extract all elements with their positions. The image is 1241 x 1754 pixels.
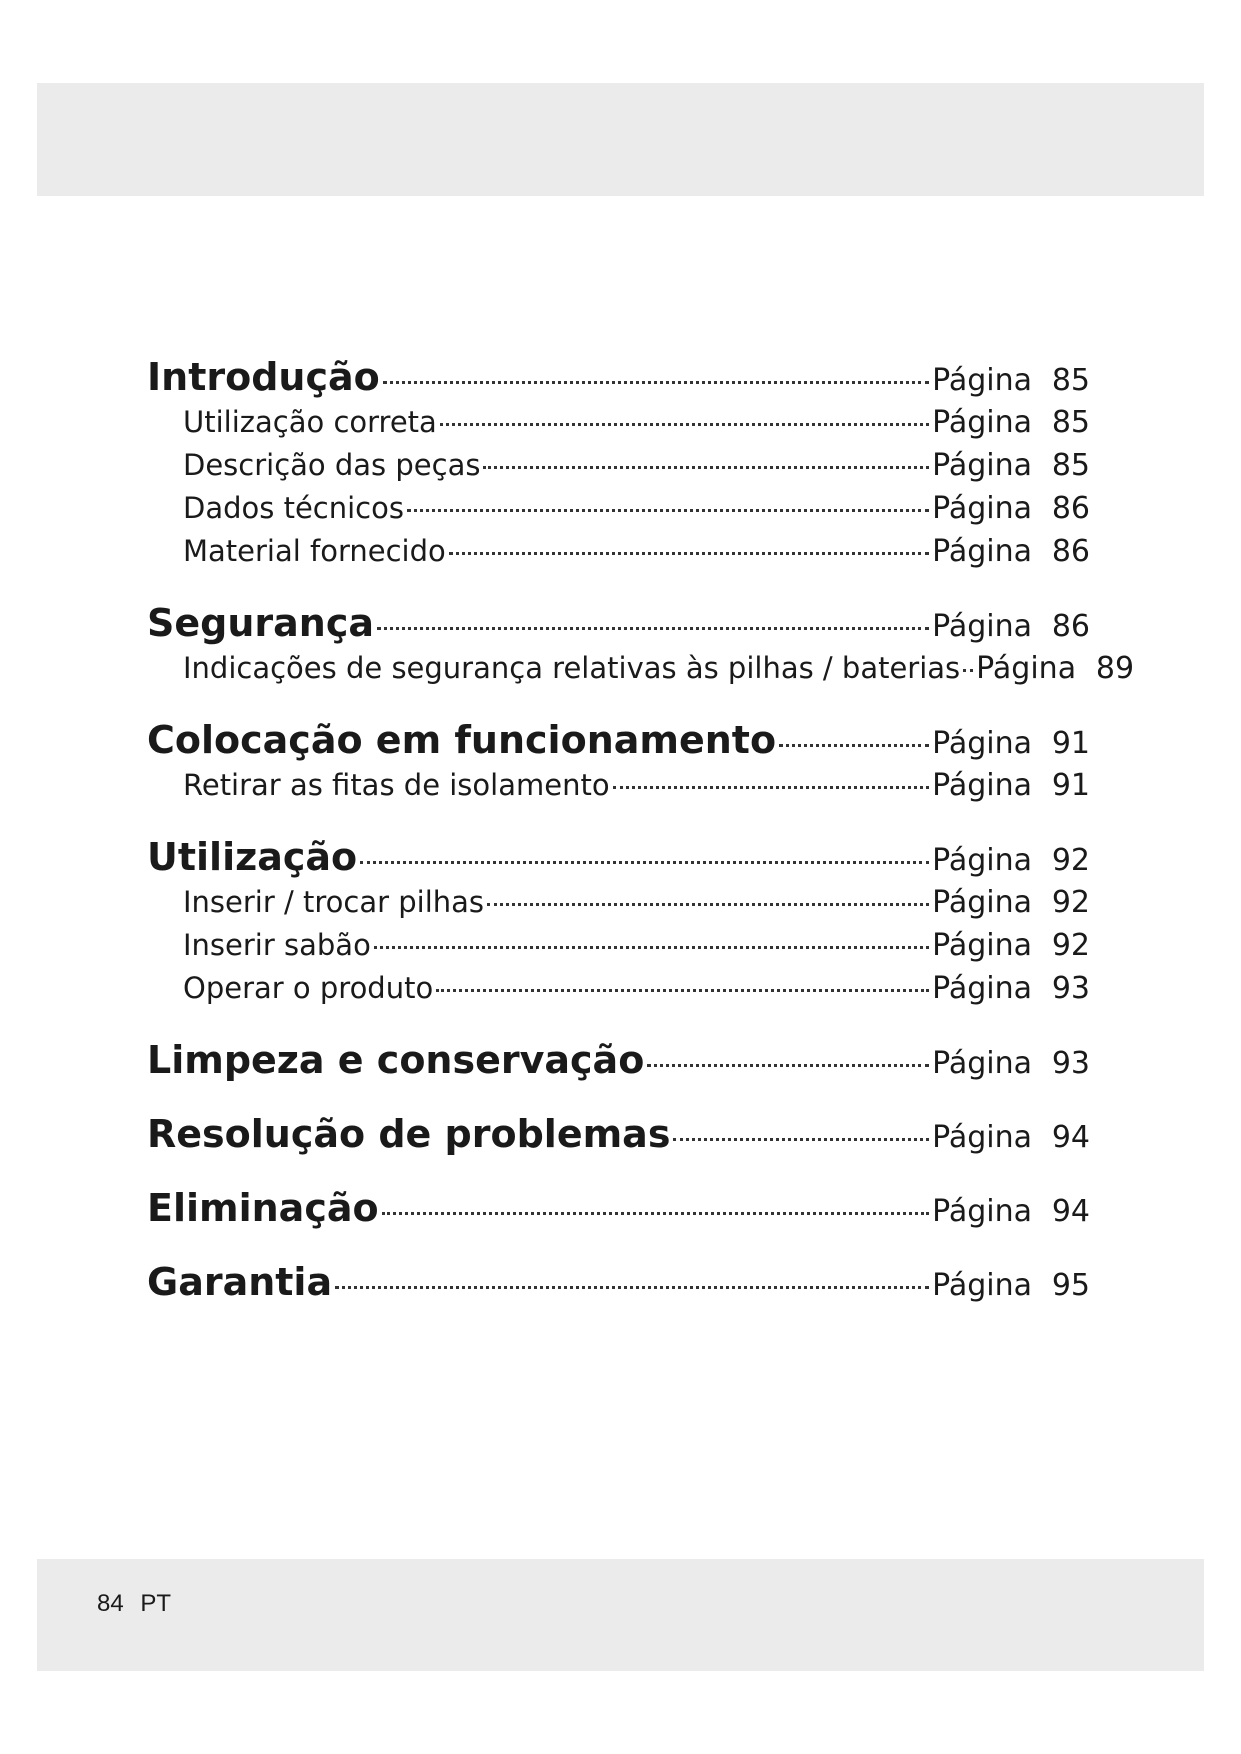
footer-band [37, 1559, 1204, 1671]
page-number-ref: 93 [1051, 1046, 1090, 1081]
toc-section [147, 1112, 1090, 1162]
page-reference [932, 1268, 1090, 1303]
toc-section-entry[interactable] [147, 1038, 1090, 1088]
toc-section-entry[interactable] [147, 835, 1090, 885]
section-title: Limpeza e conservação [147, 1038, 645, 1082]
section-title: Utilização [147, 835, 358, 879]
page-label: Página [932, 1046, 1032, 1081]
subsection-title: Retirar as fitas de isolamento [183, 768, 610, 802]
toc-section-entry[interactable] [147, 718, 1090, 768]
page-reference [932, 885, 1090, 920]
page-label: Página [932, 885, 1032, 920]
toc-section [147, 1186, 1090, 1236]
page-reference [932, 448, 1090, 483]
toc-subentry[interactable] [147, 651, 1135, 694]
dot-leader [449, 552, 929, 555]
toc-section [147, 601, 1135, 694]
dot-leader [647, 1064, 929, 1067]
dot-leader [487, 903, 929, 906]
dot-leader [374, 946, 929, 949]
page-label: Página [932, 534, 1032, 569]
page-number-ref: 94 [1051, 1194, 1090, 1229]
subsection-title: Operar o produto [183, 971, 434, 1005]
dot-leader [382, 1212, 929, 1215]
subsection-title: Material fornecido [183, 534, 446, 568]
dot-leader [779, 744, 929, 747]
page-reference [932, 1046, 1090, 1081]
subsection-title: Utilização correta [183, 405, 437, 439]
page-label: Página [932, 1194, 1032, 1229]
toc-section [147, 718, 1090, 811]
page-number-ref: 92 [1051, 843, 1090, 878]
page-label: Página [932, 1268, 1032, 1303]
section-title: Colocação em funcionamento [147, 718, 777, 762]
page-label: Página [932, 609, 1032, 644]
dot-leader [613, 786, 930, 789]
page-label: Página [976, 651, 1077, 686]
section-title: Resolução de problemas [147, 1112, 671, 1156]
page-number-ref: 85 [1051, 448, 1090, 483]
toc-subentry[interactable] [147, 534, 1090, 577]
dot-leader [963, 669, 973, 672]
page-reference [932, 928, 1090, 963]
header-band [37, 83, 1204, 196]
toc-section [147, 835, 1090, 1014]
subsection-title: Indicações de segurança relativas às pilhas / baterias [183, 651, 961, 685]
page-label: Página [932, 726, 1032, 761]
page-reference [932, 534, 1090, 569]
toc-section-entry[interactable] [147, 355, 1090, 405]
page-label: Página [932, 928, 1032, 963]
page-reference [932, 726, 1090, 761]
toc-subentry[interactable] [147, 885, 1090, 928]
dot-leader [440, 423, 929, 426]
dot-leader [436, 989, 929, 992]
page-label: Página [932, 843, 1032, 878]
page-reference [932, 405, 1090, 440]
page-reference [932, 1194, 1090, 1229]
page-label: Página [932, 448, 1032, 483]
toc-section-entry[interactable] [147, 601, 1090, 651]
page-number-ref: 86 [1051, 534, 1090, 569]
subsection-title: Descrição das peças [183, 448, 481, 482]
page-label: Página [932, 491, 1032, 526]
dot-leader [673, 1138, 929, 1141]
toc-section-entry[interactable] [147, 1186, 1090, 1236]
toc-subentry[interactable] [147, 928, 1090, 971]
page-reference [932, 363, 1090, 398]
page-number-ref: 92 [1051, 885, 1090, 920]
toc-section-entry[interactable] [147, 1260, 1090, 1310]
toc-section [147, 355, 1090, 577]
dot-leader [360, 861, 929, 864]
page-number-ref: 85 [1051, 405, 1090, 440]
subsection-title: Inserir / trocar pilhas [183, 885, 485, 919]
toc-subentry[interactable] [147, 768, 1090, 811]
dot-leader [335, 1286, 929, 1289]
page-number-ref: 91 [1051, 726, 1090, 761]
toc-subentry[interactable] [147, 448, 1090, 491]
page-number: 84 [97, 1590, 124, 1617]
subsection-title: Inserir sabão [183, 928, 371, 962]
section-title: Segurança [147, 601, 374, 645]
page-label: Página [932, 971, 1032, 1006]
page-reference [932, 1120, 1090, 1155]
page-footer [97, 1590, 171, 1618]
section-title: Eliminação [147, 1186, 379, 1230]
dot-leader [377, 627, 929, 630]
subsection-title: Dados técnicos [183, 491, 404, 525]
page-reference [932, 609, 1090, 644]
toc-subentry[interactable] [147, 491, 1090, 534]
toc-section [147, 1038, 1090, 1088]
dot-leader [407, 509, 929, 512]
section-title: Introdução [147, 355, 380, 399]
page-label: Página [932, 363, 1032, 398]
page-reference [932, 491, 1090, 526]
page-number-ref: 93 [1051, 971, 1090, 1006]
page-label: Página [932, 1120, 1032, 1155]
toc-subentry[interactable] [147, 971, 1090, 1014]
page-number-ref: 95 [1051, 1268, 1090, 1303]
toc-subentry[interactable] [147, 405, 1090, 448]
page-label: Página [932, 768, 1032, 803]
table-of-contents [147, 355, 1135, 1310]
page-number-ref: 89 [1095, 651, 1135, 686]
page-number-ref: 94 [1051, 1120, 1090, 1155]
section-title: Garantia [147, 1260, 333, 1304]
page-reference [976, 651, 1134, 686]
language-code: PT [140, 1590, 172, 1617]
page-number-ref: 85 [1051, 363, 1090, 398]
toc-section [147, 1260, 1090, 1310]
page-number-ref: 86 [1051, 491, 1090, 526]
page-label: Página [932, 405, 1032, 440]
page-number-ref: 86 [1051, 609, 1090, 644]
page-number-ref: 91 [1051, 768, 1090, 803]
page-number-ref: 92 [1051, 928, 1090, 963]
dot-leader [483, 466, 929, 469]
page-reference [932, 971, 1090, 1006]
dot-leader [383, 381, 929, 384]
page-reference [932, 843, 1090, 878]
toc-section-entry[interactable] [147, 1112, 1090, 1162]
page-reference [932, 768, 1090, 803]
